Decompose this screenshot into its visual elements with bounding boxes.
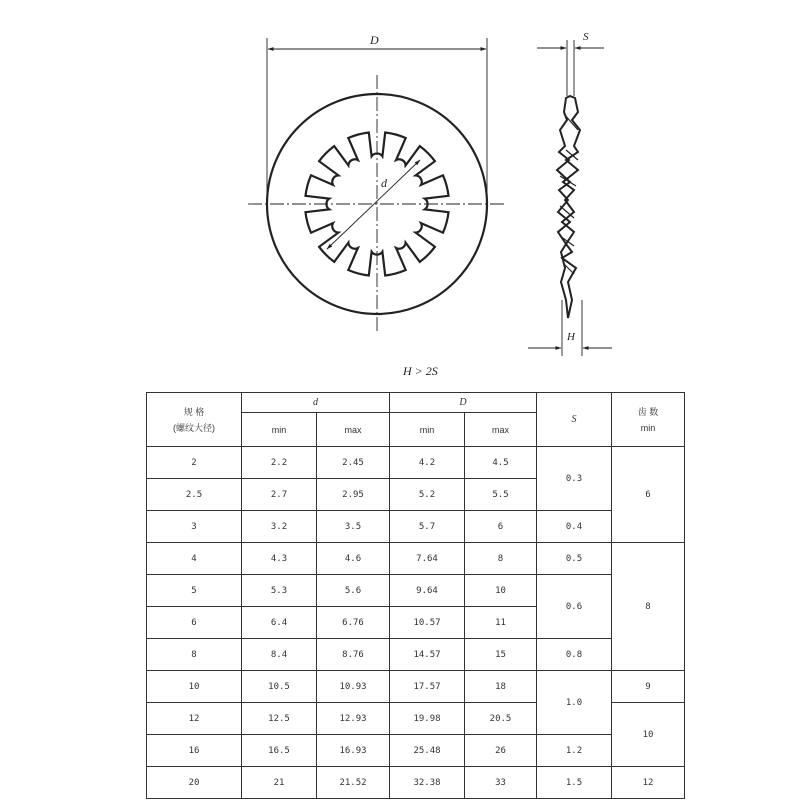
- figure-caption: H > 2S: [403, 364, 438, 378]
- D-max-cell: 26: [465, 735, 537, 767]
- d-max-cell: 8.76: [317, 639, 390, 671]
- teeth-cell: 8: [612, 543, 685, 671]
- D-max-cell: 11: [465, 607, 537, 639]
- washer-drawing: [0, 0, 800, 370]
- d-max-cell: 2.95: [317, 479, 390, 511]
- D-min-cell: 7.64: [390, 543, 465, 575]
- S-cell: 0.4: [537, 511, 612, 543]
- S-cell: 1.0: [537, 671, 612, 735]
- header-row-1: [147, 393, 685, 413]
- d-min-cell: 2.7: [242, 479, 317, 511]
- washer-front-view: [248, 38, 506, 332]
- header-d-min: min: [242, 413, 317, 447]
- spec-cell: 20: [147, 767, 242, 799]
- D-min-cell: 4.2: [390, 447, 465, 479]
- table-row: [147, 735, 685, 767]
- spec-cell: 8: [147, 639, 242, 671]
- d-dimension-line: [327, 160, 420, 249]
- label-d: d: [381, 176, 387, 190]
- d-min-cell: 10.5: [242, 671, 317, 703]
- spec-cell: 2: [147, 447, 242, 479]
- header-D-max: max: [465, 413, 537, 447]
- header-teeth-line2: min: [640, 422, 656, 433]
- d-max-cell: 5.6: [317, 575, 390, 607]
- d-min-cell: 16.5: [242, 735, 317, 767]
- table-row: [147, 575, 685, 607]
- header-spec-line2: (螺纹大径): [173, 422, 215, 433]
- teeth-cell: 12: [612, 767, 685, 799]
- S-cell: 0.3: [537, 447, 612, 511]
- header-spec: [147, 393, 242, 447]
- spec-cell: 10: [147, 671, 242, 703]
- table-row: [147, 447, 685, 479]
- header-spec-line1: 规 格: [183, 406, 205, 417]
- table-row: [147, 511, 685, 543]
- d-min-cell: 3.2: [242, 511, 317, 543]
- label-D: D: [370, 33, 379, 47]
- teeth-cell: 9: [612, 671, 685, 703]
- d-max-cell: 16.93: [317, 735, 390, 767]
- D-min-cell: 5.7: [390, 511, 465, 543]
- D-max-cell: 5.5: [465, 479, 537, 511]
- spec-table: [146, 392, 685, 799]
- S-cell: 1.5: [537, 767, 612, 799]
- header-teeth: [612, 393, 685, 447]
- table-row: [147, 671, 685, 703]
- S-cell: 0.8: [537, 639, 612, 671]
- teeth-cell: 6: [612, 447, 685, 543]
- D-min-cell: 14.57: [390, 639, 465, 671]
- d-max-cell: 2.45: [317, 447, 390, 479]
- D-max-cell: 15: [465, 639, 537, 671]
- D-max-cell: 18: [465, 671, 537, 703]
- d-min-cell: 21: [242, 767, 317, 799]
- D-max-cell: 4.5: [465, 447, 537, 479]
- d-max-cell: 4.6: [317, 543, 390, 575]
- S-cell: 1.2: [537, 735, 612, 767]
- d-max-cell: 10.93: [317, 671, 390, 703]
- D-min-cell: 10.57: [390, 607, 465, 639]
- table-row: [147, 543, 685, 575]
- label-H: H: [567, 331, 575, 343]
- teeth-cell: 10: [612, 703, 685, 767]
- spec-cell: 5: [147, 575, 242, 607]
- D-max-cell: 20.5: [465, 703, 537, 735]
- D-max-cell: 6: [465, 511, 537, 543]
- header-teeth-line1: 齿 数: [637, 406, 659, 417]
- d-min-cell: 8.4: [242, 639, 317, 671]
- header-d-max: max: [317, 413, 390, 447]
- d-max-cell: 6.76: [317, 607, 390, 639]
- spec-cell: 4: [147, 543, 242, 575]
- d-min-cell: 12.5: [242, 703, 317, 735]
- spec-cell: 6: [147, 607, 242, 639]
- D-min-cell: 19.98: [390, 703, 465, 735]
- header-D: D: [390, 393, 537, 413]
- d-max-cell: 12.93: [317, 703, 390, 735]
- d-min-cell: 6.4: [242, 607, 317, 639]
- d-min-cell: 5.3: [242, 575, 317, 607]
- d-min-cell: 4.3: [242, 543, 317, 575]
- D-min-cell: 32.38: [390, 767, 465, 799]
- d-max-cell: 21.52: [317, 767, 390, 799]
- d-min-cell: 2.2: [242, 447, 317, 479]
- D-min-cell: 9.64: [390, 575, 465, 607]
- D-min-cell: 25.48: [390, 735, 465, 767]
- header-d: d: [242, 393, 390, 413]
- D-max-cell: 33: [465, 767, 537, 799]
- spec-cell: 2.5: [147, 479, 242, 511]
- S-cell: 0.6: [537, 575, 612, 639]
- D-max-cell: 10: [465, 575, 537, 607]
- S-cell: 0.5: [537, 543, 612, 575]
- D-min-cell: 5.2: [390, 479, 465, 511]
- spec-cell: 3: [147, 511, 242, 543]
- header-D-min: min: [390, 413, 465, 447]
- spec-cell: 12: [147, 703, 242, 735]
- table-row: [147, 639, 685, 671]
- table-row: [147, 767, 685, 799]
- header-S: S: [537, 393, 612, 447]
- D-min-cell: 17.57: [390, 671, 465, 703]
- D-max-cell: 8: [465, 543, 537, 575]
- label-S: S: [583, 31, 589, 43]
- d-max-cell: 3.5: [317, 511, 390, 543]
- washer-side-view: [528, 40, 612, 356]
- spec-cell: 16: [147, 735, 242, 767]
